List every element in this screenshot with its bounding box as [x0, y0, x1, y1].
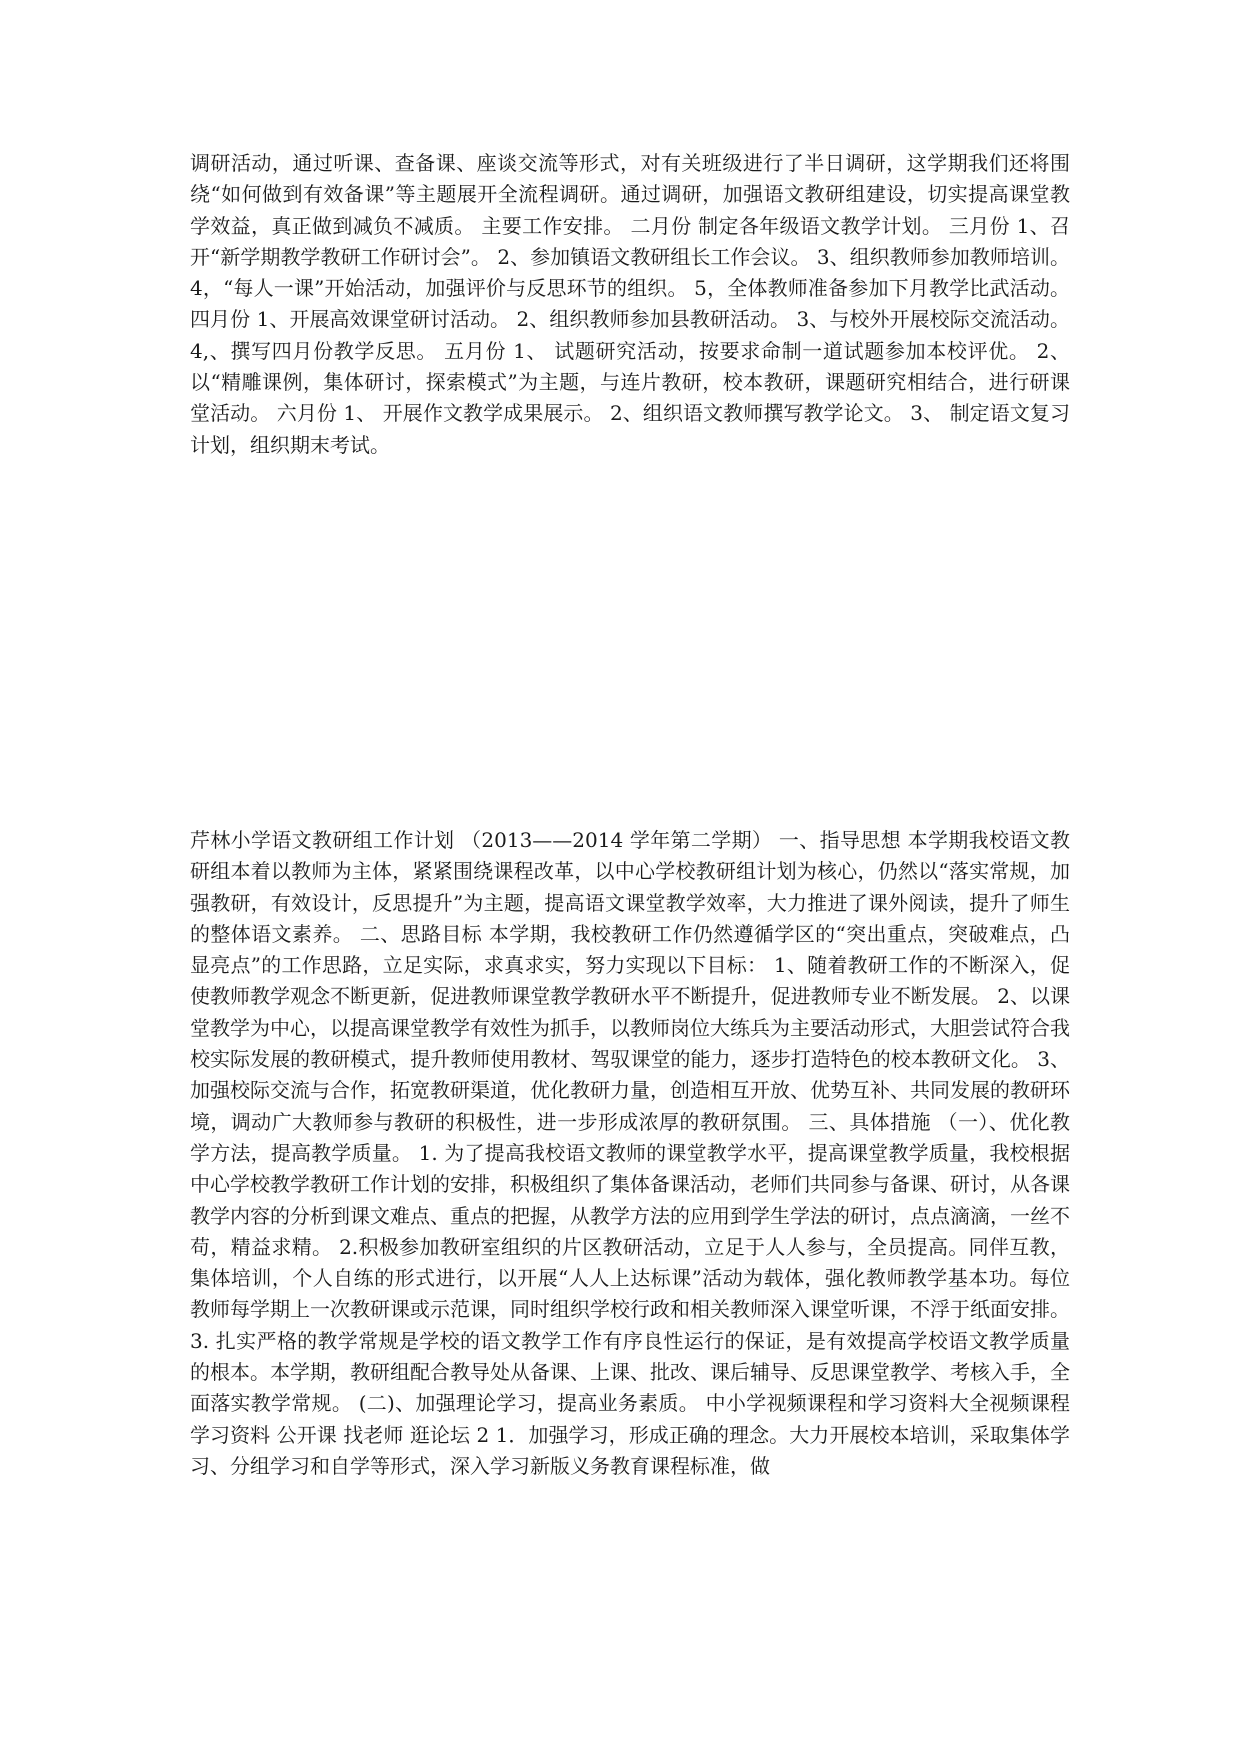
text-block-lower: 芹林小学语文教研组工作计划 （2013——2014 学年第二学期） 一、指导思想 本学期我校语文教研组本着以教师为主体，紧紧围绕课程改革，以中心学校教研组计划为核心，仍然以“落实常规，加强教研，有效设计，反思提升”为主题，提高语文课堂教学效率，大力推进了课外阅读，提升了师生的整体语文素养。 二、思路目标 本学期，我校教研工作仍然遵循学区的“突出重点，突破难点，凸显亮点”的工作思路，立足实际，求真求实，努力实现以下目标： 1、随着教研工作的不断深入，促使教师教学观念不断更新，促进教师课堂教学教研水平不断提升，促进教师专业不断发展。 2、以课堂教学为中心，以提高课堂教学有效性为抓手，以教师岗位大练兵为主要活动形式，大胆尝试符合我校实际发展的教研模式，提升教师使用教材、驾驭课堂的能力，逐步打造特色的校本教研文化。 3、加强校际交流与合作，拓宽教研渠道，优化教研力量，创造相互开放、优势互补、共同发展的教研环境，调动广大教师参与教研的积极性，进一步形成浓厚的教研氛围。 三、具体措施 （一）、优化教学方法，提高教学质量。 1. 为了提高我校语文教师的课堂教学水平，提高课堂教学质量，我校根据中心学校教学教研工作计划的安排，积极组织了集体备课活动，老师们共同参与备课、研讨，从各课教学内容的分析到课文难点、重点的把握，从教学方法的应用到学生学法的研讨，点点滴滴，一丝不苟，精益求精。 2.积极参加教研室组织的片区教研活动，立足于人人参与，全员提高。同伴互教，集体培训，个人自练的形式进行，以开展“人人上达标课”活动为载体，强化教师教学基本功。每位教师每学期上一次教研课或示范课，同时组织学校行政和相关教师深入课堂听课，不浮于纸面安排。 3. 扎实严格的教学常规是学校的语文教学工作有序良性运行的保证，是有效提高学校语文教学质量的根本。本学期，教研组配合教导处从备课、上课、批改、课后辅导、反思课堂教学、考核入手，全面落实教学常规。 (二)、加强理论学习，提高业务素质。 中小学视频课程和学习资料大全视频课程 学习资料 公开课 找老师 逛论坛 2 1．加强学习，形成正确的理念。大力开展校本培训，采取集体学习、分组学习和自学等形式，深入学习新版义务教育课程标准，做 [190, 828, 1070, 1478]
text-block-upper: 调研活动，通过听课、查备课、座谈交流等形式，对有关班级进行了半日调研，这学期我们还将围绕“如何做到有效备课”等主题展开全流程调研。通过调研，加强语文教研组建设，切实提高课堂教学效益，真正做到减负不减质。 主要工作安排。 二月份 制定各年级语文教学计划。 三月份 1、召开“新学期教学教研工作研讨会”。 2、参加镇语文教研组长工作会议。 3、组织教师参加教师培训。 4，“每人一课”开始活动，加强评价与反思环节的组织。 5，全体教师准备参加下月教学比武活动。 四月份 1、开展高效课堂研讨活动。 2、组织教师参加县教研活动。 3、与校外开展校际交流活动。 4,、撰写四月份教学反思。 五月份 1、 试题研究活动，按要求命制一道试题参加本校评优。 2、以“精雕课例，集体研讨，探索模式”为主题，与连片教研，校本教研，课题研究相结合，进行研课堂活动。 六月份 1、 开展作文教学成果展示。 2、组织语文教师撰写教学论文。 3、 制定语文复习计划，组织期末考试。 [190, 151, 1070, 457]
